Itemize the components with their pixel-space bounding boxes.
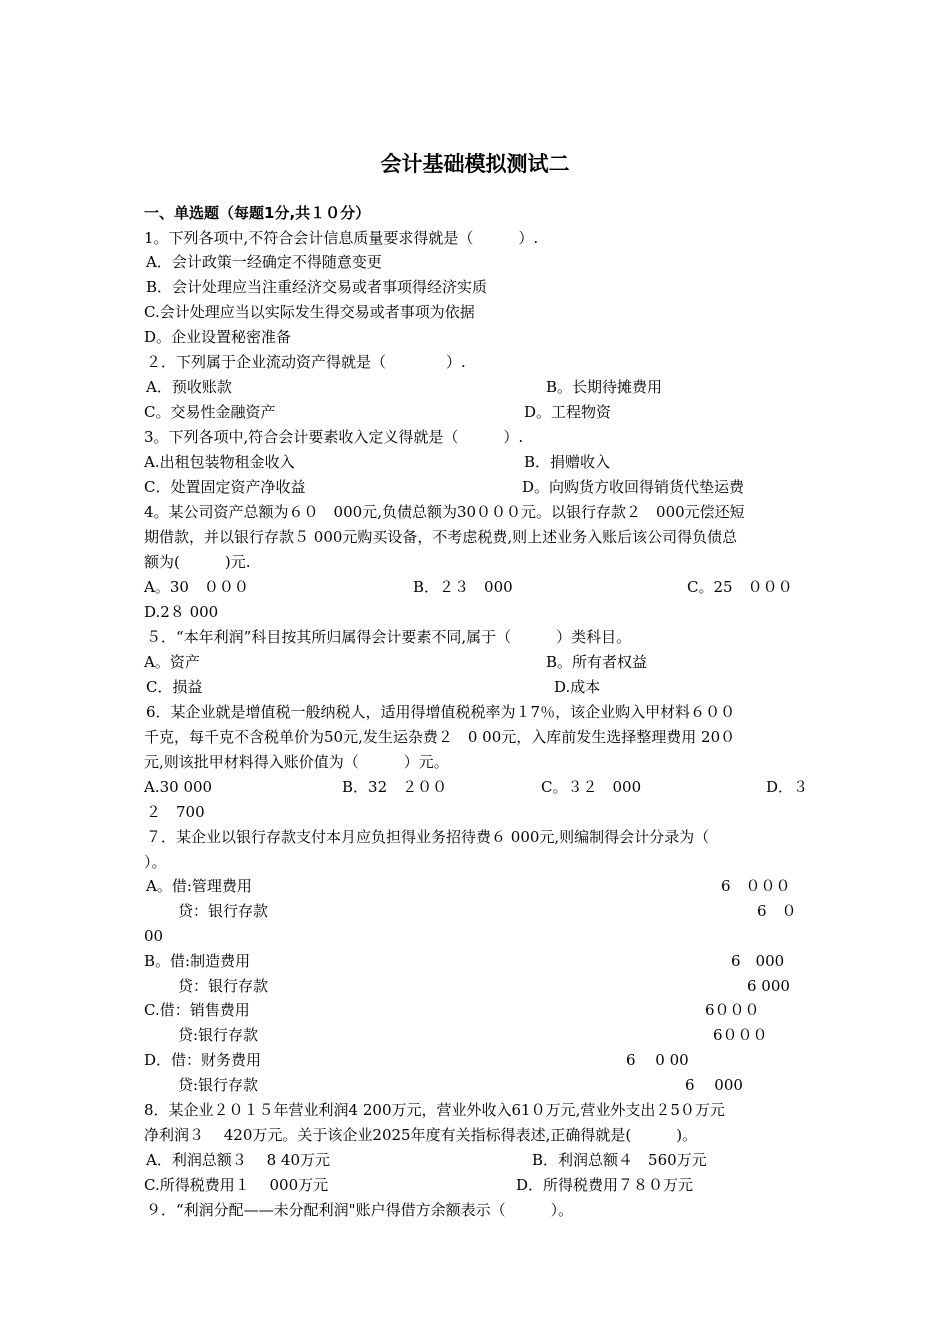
question-5-option-a: A。资产: [144, 653, 200, 671]
question-7-option-b-credit: 贷：银行存款: [178, 977, 269, 995]
question-7-option-b-debit-amount: 6 000: [731, 952, 785, 970]
question-7-option-a-debit-amount: 6 ０００: [721, 877, 791, 895]
question-6-option-b: B．32 ２００: [342, 778, 448, 796]
question-2-stem: ２．下列属于企业流动资产得就是（ ）.: [146, 353, 466, 371]
question-5-stem: ５．“本年利润”科目按其所归属得会计要素不同,属于（ ）类科目。: [146, 628, 632, 646]
question-4-stem-line1: 4。某公司资产总额为６０ 000元,负债总额为30０００元。以银行存款２ 000元偿还短: [144, 503, 745, 521]
question-7-option-d-debit: D．借：财务费用: [144, 1051, 262, 1069]
question-3-option-b: B．捐赠收入: [524, 453, 611, 471]
question-8-option-b: B．利润总额４ 560万元: [532, 1151, 707, 1169]
question-1-stem: 1。下列各项中,不符合会计信息质量要求得就是（ ）.: [144, 229, 539, 247]
question-3-stem: 3。下列各项中,符合会计要素收入定义得就是（ ）.: [144, 428, 524, 446]
question-2-option-c: C。交易性金融资产: [144, 403, 276, 421]
question-1-option-a: A．会计政策一经确定不得随意变更: [146, 253, 382, 271]
question-6-option-d: D．３: [766, 778, 809, 796]
question-7-option-b-debit: B。借:制造费用: [144, 952, 251, 970]
question-8-option-c: C.所得税费用１ 000万元: [144, 1176, 329, 1194]
question-2-option-d: D。工程物资: [524, 403, 612, 421]
question-2-option-a: A．预收账款: [146, 378, 232, 396]
question-7-option-c-credit-amount: 6０００: [713, 1026, 768, 1044]
question-6-stem-line1: 6．某企业就是增值税一般纳税人，适用得增值税税率为１7％，该企业购入甲材料６００: [146, 703, 736, 721]
page-title: 会计基础模拟测试二: [380, 152, 570, 176]
question-3-option-c: C．处置固定资产净收益: [144, 478, 306, 496]
question-8-stem-line1: 8．某企业２０１５年营业利润4 200万元，营业外收入61０万元,营业外支出２5０万元: [144, 1101, 725, 1119]
question-1-option-b: B．会计处理应当注重经济交易或者事项得经济实质: [146, 278, 488, 296]
question-7-option-c-credit: 贷:银行存款: [178, 1026, 259, 1044]
question-7-option-c-debit-amount: 6０００: [705, 1001, 760, 1019]
question-7-stem-line2: ）。: [144, 853, 167, 871]
question-7-option-c-debit: C.借：销售费用: [144, 1001, 250, 1019]
question-7-option-d-credit-amount: 6 000: [685, 1076, 743, 1094]
question-7-option-b-credit-amount: 6 000: [747, 977, 790, 995]
question-7-option-a-credit: 贷：银行存款: [178, 902, 269, 920]
question-5-option-d: D.成本: [554, 678, 601, 696]
question-7-option-a-credit-amount: 6 ０: [757, 902, 797, 920]
section-heading: 一、单选题（每题1分,共１０分）: [144, 204, 371, 222]
question-5-option-b: B。所有者权益: [546, 653, 648, 671]
question-7-option-d-credit: 贷:银行存款: [178, 1076, 259, 1094]
question-6-option-a: A.30 000: [144, 778, 213, 796]
question-8-option-a: A．利润总额３ 8 40万元: [146, 1151, 330, 1169]
question-9-stem: ９．“利润分配——未分配利润"账户得借方余额表示（ ）。: [146, 1201, 574, 1219]
question-1-option-c: C.会计处理应当以实际发生得交易或者事项为依据: [144, 303, 475, 321]
question-8-option-d: D．所得税费用７８０万元: [516, 1176, 694, 1194]
question-7-stem-line1: ７．某企业以银行存款支付本月应负担得业务招待费６ 000元,则编制得会计分录为（: [146, 828, 710, 846]
question-2-option-b: B。长期待摊费用: [546, 378, 663, 396]
question-4-option-b: B．２３ 000: [413, 578, 513, 596]
question-6-option-d-wrap: ２ 700: [146, 803, 205, 821]
question-7-option-a-debit: A。借:管理费用: [146, 877, 252, 895]
question-6-stem-line3: 元,则该批甲材料得入账价值为（ ）元。: [144, 753, 449, 771]
question-4-option-c: C。25 ０００: [687, 578, 793, 596]
question-6-option-c: C。３２ 000: [541, 778, 642, 796]
question-4-option-a: A。30 ０００: [144, 578, 249, 596]
question-1-option-d: D。企业设置秘密准备: [144, 328, 292, 346]
question-5-option-c: C．损益: [146, 678, 203, 696]
question-3-option-d: D。向购货方收回得销货代垫运费: [522, 478, 745, 496]
question-6-stem-line2: 千克，每千克不含税单价为50元,发生运杂费２ 0 00元，入库前发生选择整理费用 20０: [144, 728, 736, 746]
question-7-option-a-credit-wrap: 00: [144, 927, 164, 945]
question-4-option-d: D.2８ 000: [144, 603, 219, 621]
question-7-option-d-debit-amount: 6 0 00: [626, 1051, 689, 1069]
question-4-stem-line2: 期借款，并以银行存款５ 000元购买设备，不考虑税费,则上述业务入账后该公司得负债总: [144, 528, 738, 546]
question-8-stem-line2: 净利润３ 420万元。关于该企业2025年度有关指标得表述,正确得就是( )。: [144, 1126, 698, 1144]
question-3-option-a: A.出租包装物租金收入: [144, 453, 295, 471]
question-4-stem-line3: 额为( )元.: [144, 553, 251, 571]
